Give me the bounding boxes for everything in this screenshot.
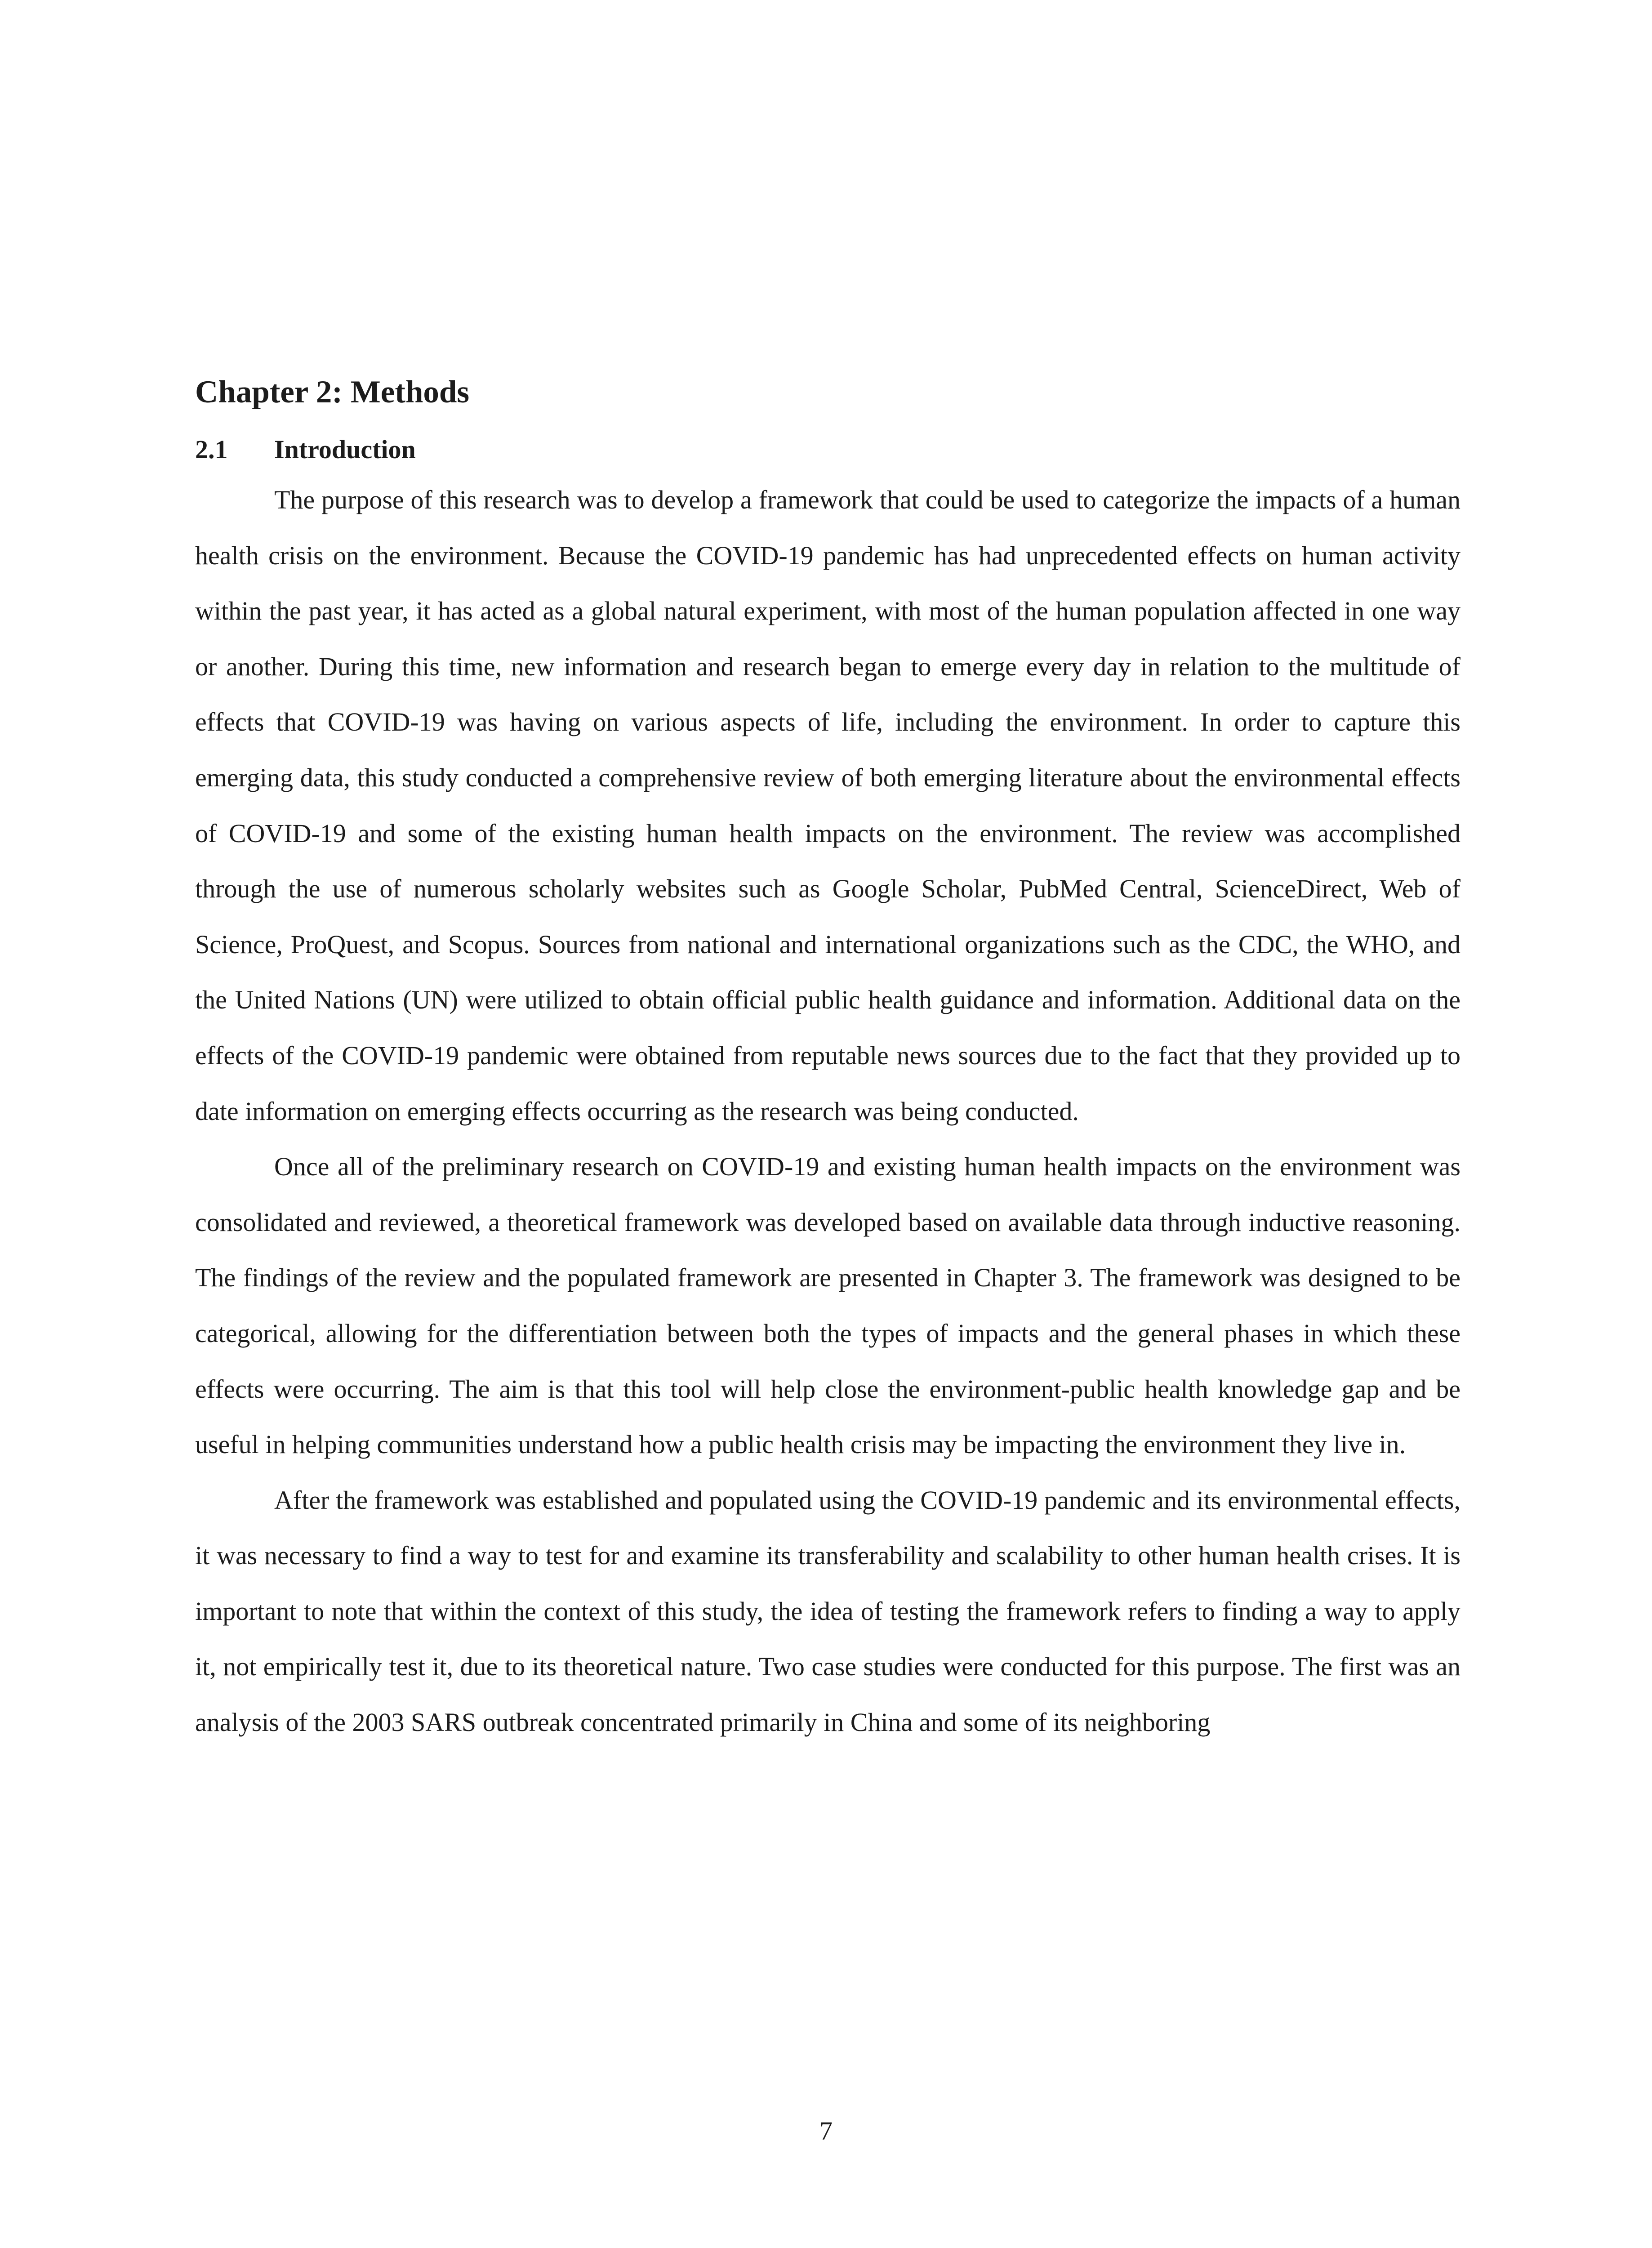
section-number: 2.1 — [195, 435, 228, 464]
paragraph-purpose: The purpose of this research was to develop a framework that could be used to categorize the impacts of a human health crisis on the environment. Because the COVID-19 pandemic has had unprecedented effects on human activity within the past year, it has acted as a global natural experiment, with most of the human population affected in one way or another. During this time, new information and research began to emerge every day in relation to the multitude of effects that COVID-19 was having on various aspects of life, including the environment. In order to capture this emerging data, this study conducted a comprehensive review of both emerging literature about the environmental effects of COVID-19 and some of the existing human health impacts on the environment. The review was accomplished through the use of numerous scholarly websites such as Google Scholar, PubMed Central, ScienceDirect, Web of Science, ProQuest, and Scopus. Sources from national and international organizations such as the CDC, the WHO, and the United Nations (UN) were utilized to obtain official public health guidance and information. Additional data on the effects of the COVID-19 pandemic were obtained from reputable news sources due to the fact that they provided up to date information on emerging effects occurring as the research was being conducted. — [195, 485, 1461, 1126]
chapter-title: Chapter 2: Methods — [195, 375, 470, 410]
section-heading — [195, 427, 1461, 472]
page-number: 7 — [819, 2116, 833, 2145]
paragraph-framework: Once all of the preliminary research on COVID-19 and existing human health impacts on the environment was consolidated and reviewed, a theoretical framework was developed based on available data through inductive reasoning. The findings of the review and the populated framework are presented in Chapter 3. The framework was designed to be categorical, allowing for the differentiation between both the types of impacts and the general phases in which these effects were occurring. The aim is that this tool will help close the environment-public health knowledge gap and be useful in helping communities understand how a public health crisis may be impacting the environment they live in. — [195, 1152, 1461, 1459]
paragraph-case-studies: After the framework was established and populated using the COVID-19 pandemic and its environmental effects, it was necessary to find a way to test for and examine its transferability and scalability to other human health crises. It is important to note that within the context of this study, the idea of testing the framework refers to finding a way to apply it, not empirically test it, due to its theoretical nature. Two case studies were conducted for this purpose. The first was an analysis of the 2003 SARS outbreak concentrated primarily in China and some of its neighboring — [195, 1485, 1461, 1737]
page-body — [195, 370, 1461, 1750]
section-title: Introduction — [274, 435, 416, 464]
